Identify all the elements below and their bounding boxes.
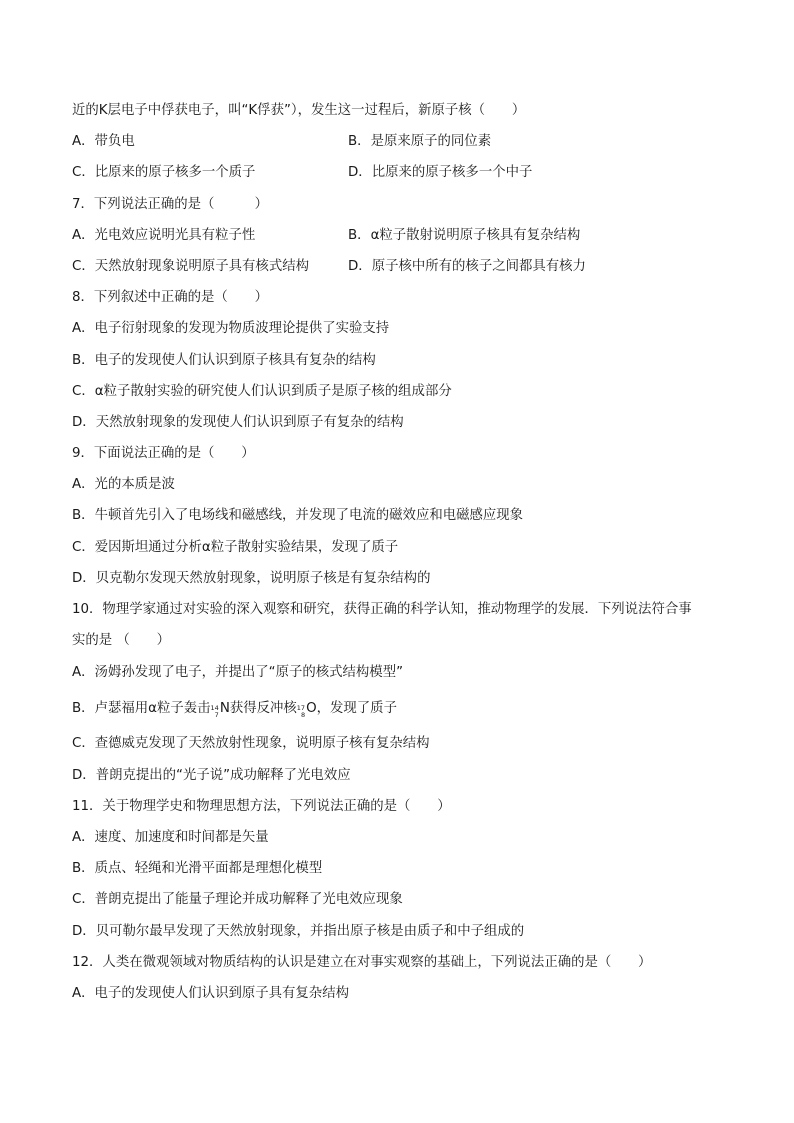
question-12-stem: 12．人类在微观领域对物质结构的认识是建立在对事实观察的基础上，下列说法正确的是（ ） (72, 954, 652, 970)
question-6-options-row-1 (72, 131, 722, 162)
question-11-option-c: C．普朗克提出了能量子理论并成功解释了光电效应现象 (72, 892, 403, 908)
question-8-stem: 8．下列叙述中正确的是（ ） (72, 290, 268, 306)
question-9-option-a: A．光的本质是波 (72, 477, 175, 493)
question-10-option-c: C．查德威克发现了天然放射性现象，说明原子核有复杂结构 (72, 736, 430, 752)
option-d: D．比原来的原子核多一个中子 (348, 165, 533, 181)
question-6-stem-end: 近的K层电子中俘获电子，叫“K俘获”），发生这一过程后，新原子核（ ） (72, 103, 526, 118)
nitrogen-mass-number: 14 (210, 704, 219, 713)
question-8-option-a: A．电子衍射现象的发现为物质波理论提供了实验支持 (72, 321, 390, 337)
question-11-option-b: B．质点、轻绳和光滑平面都是理想化模型 (72, 861, 323, 877)
question-8-option-d: D．天然放射现象的发现使人们认识到原子有复杂的结构 (72, 414, 404, 430)
question-10-stem-line-2: 实的是 （ ） (72, 633, 170, 649)
option-c: C．天然放射现象说明原子具有核式结构 (72, 258, 309, 274)
option-b-middle: 获得反冲核 (229, 701, 297, 717)
question-7-stem: 7．下列说法正确的是（ ） (72, 196, 268, 212)
option-a: A．带负电 (72, 134, 135, 150)
question-8-option-b: B．电子的发现使人们认识到原子核具有复杂的结构 (72, 352, 376, 368)
option-b-prefix: B．卢瑟福用α粒子轰击 (72, 701, 211, 717)
oxygen-symbol: O (306, 701, 317, 717)
question-8-option-c: C．α粒子散射实验的研究使人们认识到质子是原子核的组成部分 (72, 383, 452, 399)
option-b-suffix: ，发现了质子 (316, 701, 397, 717)
question-6-options-row-2 (72, 162, 722, 193)
nitrogen-atomic-number: 7 (214, 711, 219, 720)
question-10-option-b (72, 697, 722, 733)
question-9-option-d: D．贝克勒尔发现天然放射现象，说明原子核是有复杂结构的 (72, 570, 431, 586)
question-9-option-c: C．爱因斯坦通过分析α粒子散射实验结果，发现了质子 (72, 539, 399, 555)
question-11-option-a: A．速度、加速度和时间都是矢量 (72, 829, 269, 845)
question-9-stem: 9．下面说法正确的是（ ） (72, 446, 255, 462)
option-a: A．光电效应说明光具有粒子性 (72, 227, 256, 243)
oxygen-isotope (297, 697, 317, 721)
document-page (72, 100, 722, 1014)
question-11-stem: 11．关于物理学史和物理思想方法，下列说法正确的是（ ） (72, 798, 451, 814)
option-b: B．α粒子散射说明原子核具有复杂结构 (348, 227, 581, 243)
question-7-options-row-2 (72, 256, 722, 287)
question-12-option-a: A．电子的发现使人们认识到原子具有复杂结构 (72, 985, 349, 1001)
question-9-option-b: B．牛顿首先引入了电场线和磁感线，并发现了电流的磁效应和电磁感应现象 (72, 508, 524, 524)
option-c: C．比原来的原子核多一个质子 (72, 165, 256, 181)
option-d: D．原子核中所有的核子之间都具有核力 (348, 258, 586, 274)
option-b: B．是原来原子的同位素 (348, 134, 492, 150)
question-7-options-row-1 (72, 225, 722, 256)
nitrogen-symbol: N (219, 701, 230, 717)
question-10-option-d: D．普朗克提出的“光子说”成功解释了光电效应 (72, 767, 351, 783)
nitrogen-isotope (211, 697, 230, 721)
oxygen-mass-number: 17 (296, 704, 306, 713)
question-11-option-d: D．贝可勒尔最早发现了天然放射现象，并指出原子核是由质子和中子组成的 (72, 923, 525, 939)
question-10-option-a: A．汤姆孙发现了电子，并提出了“原子的核式结构模型” (72, 665, 404, 681)
question-10-stem-line-1: 10．物理学家通过对实验的深入观察和研究，获得正确的科学认知，推动物理学的发展．下列说法符合事 (72, 602, 692, 617)
oxygen-atomic-number: 8 (300, 711, 306, 720)
